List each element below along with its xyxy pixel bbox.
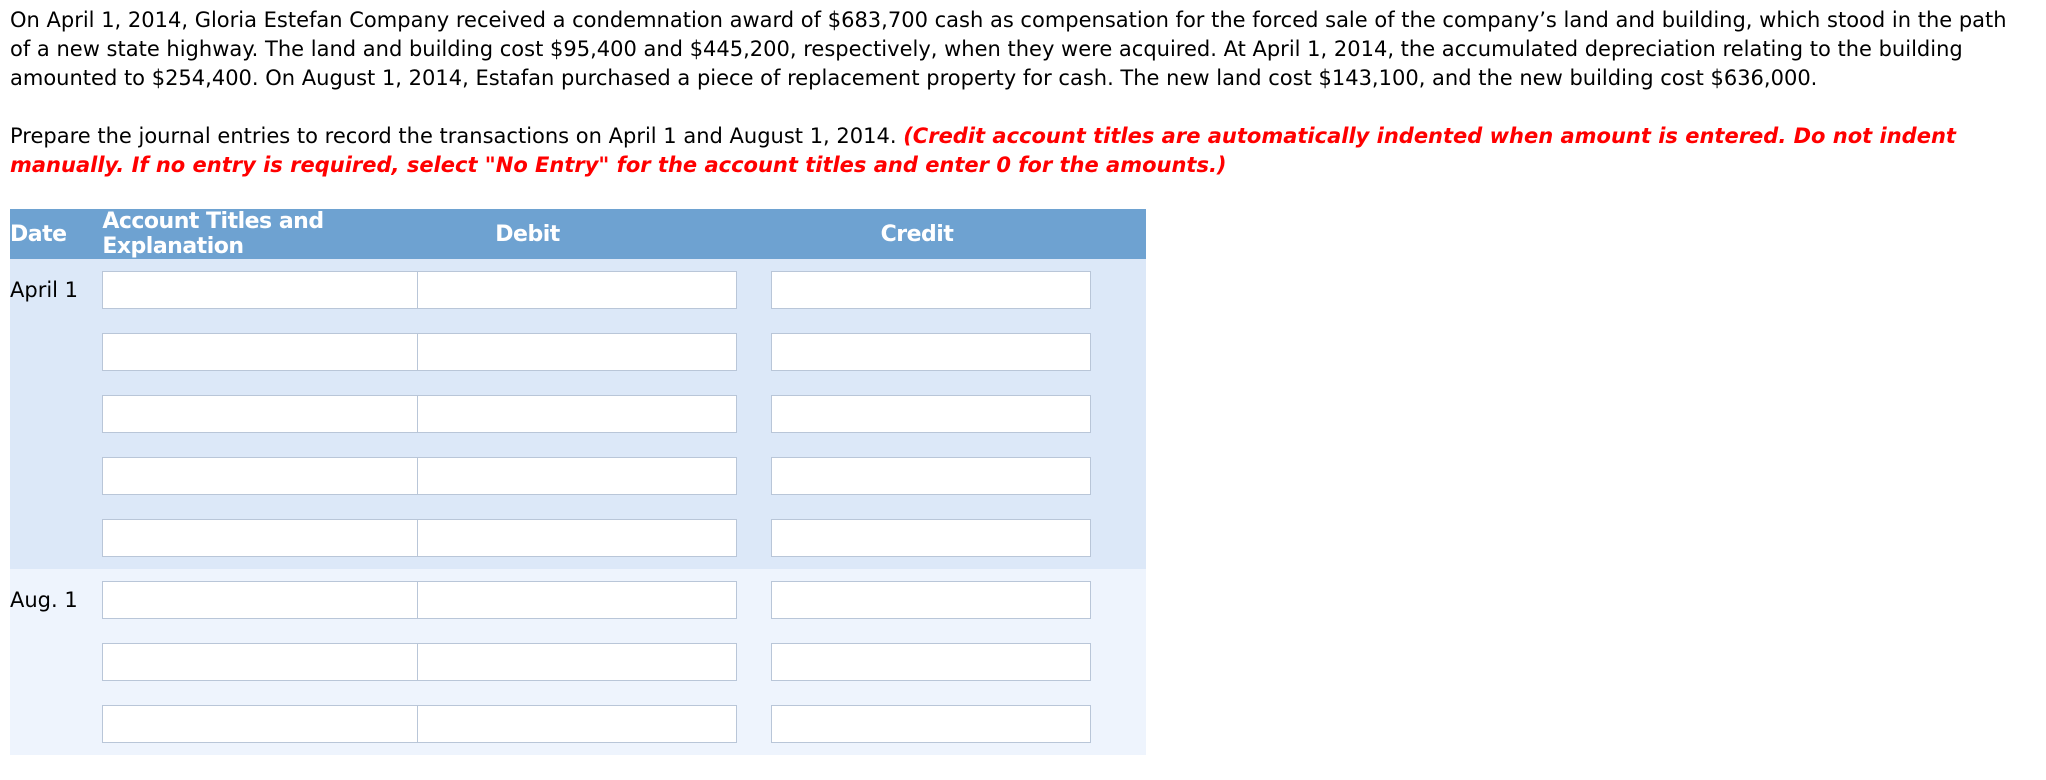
table-row [10,383,1146,445]
journal-entry-table [10,209,1146,755]
credit-input[interactable] [771,643,1091,681]
table-row [10,693,1146,755]
table-row [10,507,1146,569]
account-cell [102,631,375,693]
instructions-text: Prepare the journal entries to record the transactions on April 1 and August 1, 2014. [10,124,904,148]
account-cell [102,259,375,321]
header-credit: Credit [761,209,1146,259]
debit-cell [375,507,760,569]
credit-input[interactable] [771,457,1091,495]
debit-input[interactable] [417,519,737,557]
header-account-titles: Account Titles and Explanation [102,209,375,259]
table-row [10,631,1146,693]
debit-input[interactable] [417,271,737,309]
table-row [10,569,1146,631]
account-cell [102,445,375,507]
debit-input[interactable] [417,333,737,371]
entry-date: Aug. 1 [10,569,102,631]
table-row [10,321,1146,383]
table-row [10,259,1146,321]
instructions [10,122,2030,180]
account-cell [102,693,375,755]
credit-input[interactable] [771,705,1091,743]
credit-cell [761,383,1146,445]
debit-cell [375,569,760,631]
date-cell-empty [10,507,102,569]
credit-cell [761,507,1146,569]
date-cell-empty [10,693,102,755]
credit-cell [761,569,1146,631]
journal-body [10,259,1146,755]
credit-cell [761,321,1146,383]
date-cell-empty [10,445,102,507]
credit-cell [761,259,1146,321]
problem-statement: On April 1, 2014, Gloria Estefan Company received a condemnation award of $683,700 cash as compensation for the forced sale of the company’s land and building, which stood in the path of a new state highway. The land and building cost $95,400 and $445,200, respectively, when they were acquired. At April 1, 2014, the accumulated depreciation relating to the building amounted to $254,400. On August 1, 2014, Estafan purchased a piece of replacement property for cash. The new land cost $143,100, and the new building cost $636,000. [10,8,2007,90]
debit-cell [375,259,760,321]
debit-cell [375,693,760,755]
credit-input[interactable] [771,271,1091,309]
header-date: Date [10,209,102,259]
account-cell [102,321,375,383]
credit-cell [761,693,1146,755]
credit-input[interactable] [771,519,1091,557]
debit-cell [375,321,760,383]
credit-input[interactable] [771,395,1091,433]
credit-input[interactable] [771,581,1091,619]
credit-cell [761,445,1146,507]
table-row [10,445,1146,507]
date-cell-empty [10,321,102,383]
date-cell-empty [10,383,102,445]
debit-cell [375,383,760,445]
account-cell [102,507,375,569]
date-cell-empty [10,631,102,693]
credit-cell [761,631,1146,693]
account-cell [102,569,375,631]
debit-input[interactable] [417,457,737,495]
debit-input[interactable] [417,643,737,681]
debit-input[interactable] [417,705,737,743]
debit-cell [375,445,760,507]
table-header-row [10,209,1146,259]
debit-input[interactable] [417,581,737,619]
debit-input[interactable] [417,395,737,433]
entry-date: April 1 [10,259,102,321]
header-debit: Debit [375,209,760,259]
credit-input[interactable] [771,333,1091,371]
account-cell [102,383,375,445]
instructions-note: (Credit account titles are automatically indented when amount is entered. Do not indent manually. If no entry is required, select "No Entry" for the account titles and enter 0 for the amounts.) [10,124,1956,177]
debit-cell [375,631,760,693]
